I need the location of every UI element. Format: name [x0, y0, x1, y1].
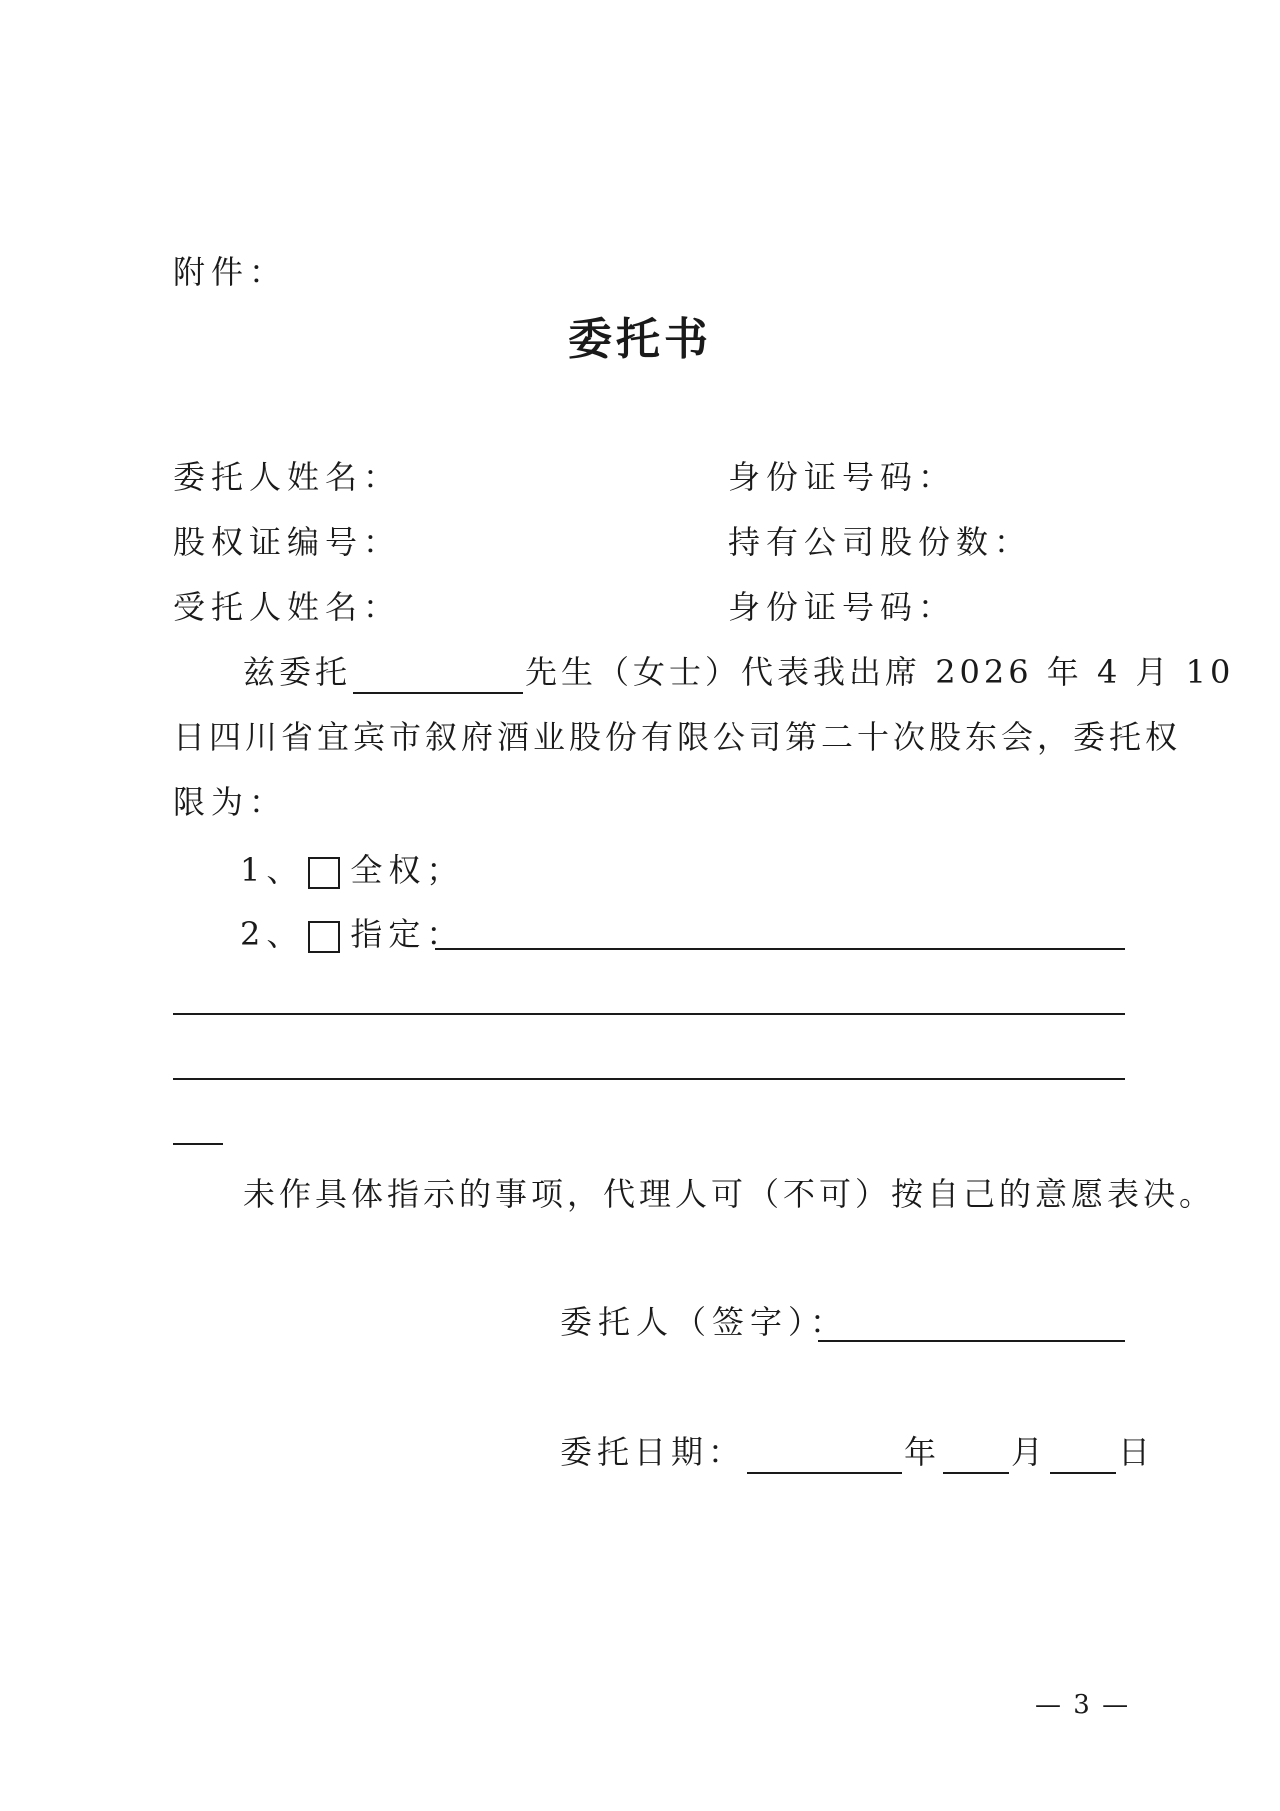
signature-blank[interactable] [818, 1340, 1125, 1342]
month-label: 月 [1011, 1433, 1049, 1471]
page-number: — 3 — [1035, 1690, 1131, 1720]
body-line-2: 日四川省宜宾市叙府酒业股份有限公司第二十次股东会，委托权 [173, 718, 1182, 756]
body-part-2: 先生（女士）代表我出席 2026 年 4 月 10 [525, 653, 1235, 691]
option-1-number: 1、 [240, 851, 305, 889]
body-line-1 [243, 650, 1234, 694]
full-authority-checkbox[interactable] [308, 857, 340, 889]
specified-blank-line-1[interactable] [435, 948, 1125, 950]
year-blank[interactable] [747, 1438, 902, 1474]
body-part-1: 兹委托 [243, 653, 352, 691]
option-1-label: 全权； [350, 851, 465, 889]
document-title: 委托书 [568, 314, 712, 365]
shares-held-label: 持有公司股份数： [728, 523, 1033, 561]
row-agent [173, 585, 957, 629]
signature-row [560, 1300, 848, 1344]
specified-checkbox[interactable] [308, 921, 340, 953]
specified-blank-line-4[interactable] [173, 1143, 223, 1145]
row-client [173, 455, 957, 499]
equity-cert-label: 股权证编号： [173, 523, 402, 561]
attachment-label: 附件： [173, 253, 288, 291]
proxy-name-blank[interactable] [353, 658, 523, 694]
month-blank[interactable] [943, 1438, 1009, 1474]
signature-label: 委托人（签字）： [560, 1303, 849, 1341]
option-specified [240, 912, 464, 956]
agent-id-label: 身份证号码： [728, 588, 957, 626]
year-label: 年 [904, 1433, 942, 1471]
client-name-label: 委托人姓名： [173, 458, 402, 496]
row-equity [173, 520, 1033, 564]
day-blank[interactable] [1050, 1438, 1116, 1474]
specified-blank-line-3[interactable] [173, 1078, 1125, 1080]
option-2-number: 2、 [240, 915, 305, 953]
voting-note: 未作具体指示的事项，代理人可（不可）按自己的意愿表决。 [243, 1175, 1216, 1213]
client-id-label: 身份证号码： [728, 458, 957, 496]
body-line-3: 限为： [173, 783, 288, 821]
option-2-label: 指定： [350, 915, 465, 953]
day-label: 日 [1118, 1433, 1156, 1471]
specified-blank-line-2[interactable] [173, 1013, 1125, 1015]
date-row [560, 1430, 1155, 1474]
date-label: 委托日期： [560, 1433, 746, 1471]
agent-name-label: 受托人姓名： [173, 588, 402, 626]
option-full-authority [240, 848, 464, 892]
